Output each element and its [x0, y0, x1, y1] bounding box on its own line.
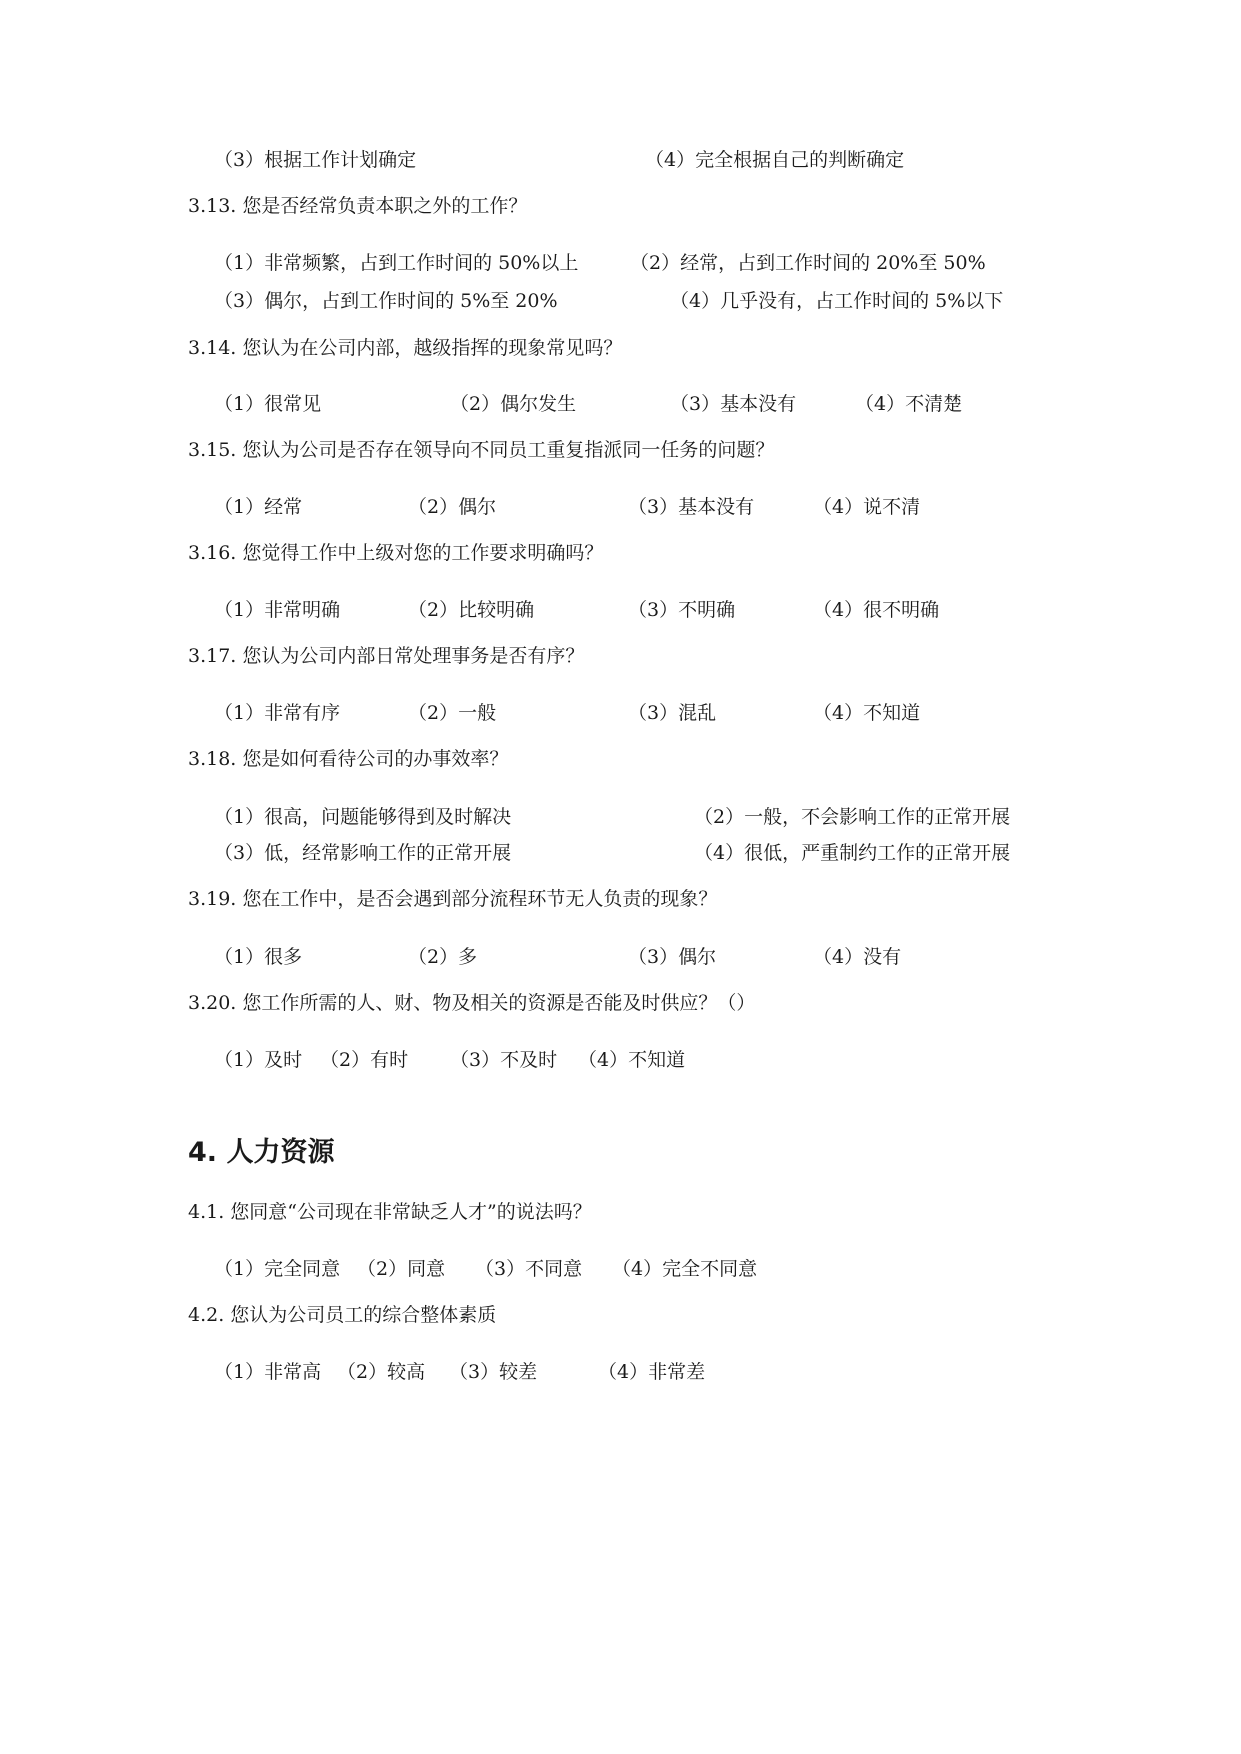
q320-option-1: （1）及时 [214, 1049, 303, 1071]
q313-option-2: （2）经常，占到工作时间的 20%至 50% [630, 252, 986, 274]
q42-option-3: （3）较差 [449, 1361, 538, 1383]
q320-option-4: （4）不知道 [578, 1049, 686, 1071]
question-3-14: 3.14. 您认为在公司内部，越级指挥的现象常见吗？ [188, 337, 623, 359]
q317-option-1: （1）非常有序 [214, 702, 341, 724]
question-3-18: 3.18. 您是如何看待公司的办事效率？ [188, 748, 509, 770]
q320-option-2: （2）有时 [320, 1049, 409, 1071]
q42-option-1: （1）非常高 [214, 1361, 322, 1383]
q319-option-4: （4）没有 [813, 946, 902, 968]
q42-option-2: （2）较高 [337, 1361, 426, 1383]
section-heading-human-resources: 4. 人力资源 [188, 1137, 335, 1168]
q316-option-3: （3）不明确 [628, 599, 736, 621]
q317-option-2: （2）一般 [408, 702, 497, 724]
question-3-19: 3.19. 您在工作中，是否会遇到部分流程环节无人负责的现象？ [188, 888, 718, 910]
q317-option-4: （4）不知道 [813, 702, 921, 724]
question-3-13: 3.13. 您是否经常负责本职之外的工作？ [188, 195, 528, 217]
q41-option-4: （4）完全不同意 [612, 1258, 758, 1280]
question-4-1: 4.1. 您同意“公司现在非常缺乏人才”的说法吗？ [188, 1201, 592, 1223]
q319-option-1: （1）很多 [214, 946, 303, 968]
q318-option-4: （4）很低，严重制约工作的正常开展 [694, 842, 1011, 864]
q313-option-3: （3）偶尔，占到工作时间的 5%至 20% [214, 290, 558, 312]
q315-option-4: （4）说不清 [813, 496, 921, 518]
q316-option-1: （1）非常明确 [214, 599, 341, 621]
question-3-20: 3.20. 您工作所需的人、财、物及相关的资源是否能及时供应？（） [188, 992, 756, 1014]
q318-option-1: （1）很高，问题能够得到及时解决 [214, 806, 512, 828]
q314-option-2: （2）偶尔发生 [450, 393, 577, 415]
q313-option-4: （4）几乎没有，占工作时间的 5%以下 [670, 290, 1004, 312]
q319-option-2: （2）多 [408, 946, 478, 968]
q315-option-2: （2）偶尔 [408, 496, 497, 518]
q318-option-3: （3）低，经常影响工作的正常开展 [214, 842, 512, 864]
q41-option-2: （2）同意 [357, 1258, 446, 1280]
question-3-15: 3.15. 您认为公司是否存在领导向不同员工重复指派同一任务的问题？ [188, 439, 775, 461]
q314-option-3: （3）基本没有 [670, 393, 797, 415]
q315-option-1: （1）经常 [214, 496, 303, 518]
q320-option-3: （3）不及时 [450, 1049, 558, 1071]
q41-option-1: （1）完全同意 [214, 1258, 341, 1280]
q316-option-2: （2）比较明确 [408, 599, 535, 621]
q314-option-1: （1）很常见 [214, 393, 322, 415]
q313-option-1: （1）非常频繁，占到工作时间的 50%以上 [214, 252, 579, 274]
q315-option-3: （3）基本没有 [628, 496, 755, 518]
q312-option-4: （4）完全根据自己的判断确定 [645, 149, 905, 171]
question-3-16: 3.16. 您觉得工作中上级对您的工作要求明确吗？ [188, 542, 604, 564]
question-4-2: 4.2. 您认为公司员工的综合整体素质 [188, 1304, 497, 1326]
question-3-17: 3.17. 您认为公司内部日常处理事务是否有序？ [188, 645, 585, 667]
q312-option-3: （3）根据工作计划确定 [214, 149, 417, 171]
q41-option-3: （3）不同意 [475, 1258, 583, 1280]
q317-option-3: （3）混乱 [628, 702, 717, 724]
q318-option-2: （2）一般，不会影响工作的正常开展 [694, 806, 1011, 828]
q316-option-4: （4）很不明确 [813, 599, 940, 621]
q42-option-4: （4）非常差 [598, 1361, 706, 1383]
q314-option-4: （4）不清楚 [855, 393, 963, 415]
q319-option-3: （3）偶尔 [628, 946, 717, 968]
